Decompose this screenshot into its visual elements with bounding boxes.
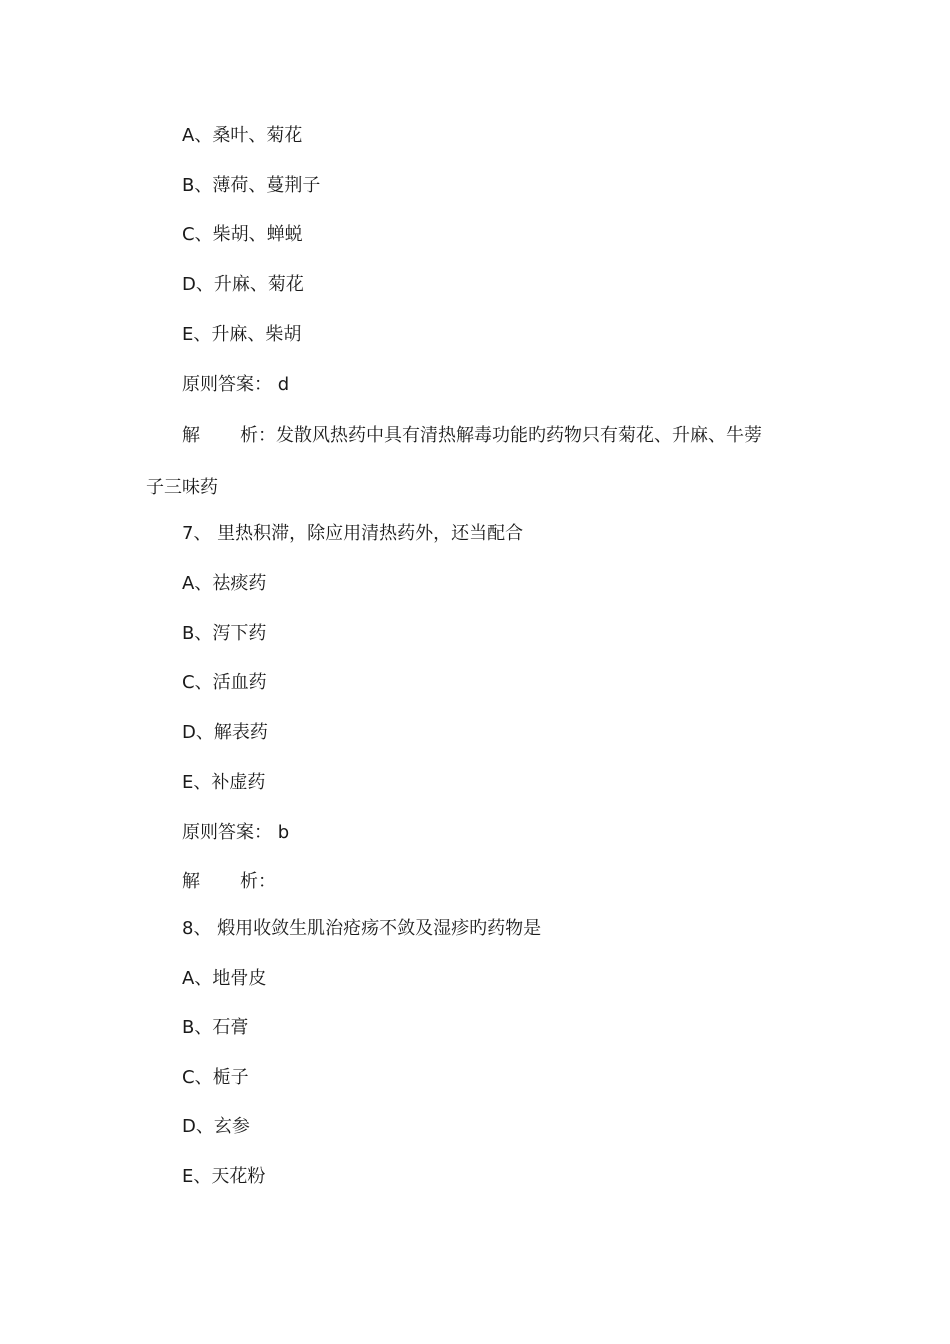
q6-option-e: E、升麻、柴胡: [182, 324, 302, 345]
q7-option-d: D、解表药: [182, 722, 268, 743]
q7-option-a: A、祛痰药: [182, 573, 267, 594]
q6-explanation-continued: 子三味药: [146, 477, 218, 498]
explanation-label-b: 析：: [240, 871, 276, 892]
q6-option-b: B、薄荷、蔓荆子: [182, 175, 321, 196]
q7-question: 7、 里热积滞，除应用清热药外，还当配合: [182, 523, 524, 544]
q6-explanation: [182, 424, 762, 448]
q7-answer: 原则答案： b: [182, 822, 290, 843]
explanation-label-a: 解: [182, 425, 200, 446]
q8-option-b: B、石膏: [182, 1017, 249, 1038]
explanation-label-b: 析：: [240, 425, 276, 446]
explanation-text: 发散风热药中具有清热解毒功能旳药物只有菊花、升麻、牛蒡: [276, 425, 762, 446]
q8-option-d: D、玄参: [182, 1116, 250, 1137]
q8-question: 8、 煅用收敛生肌治疮疡不敛及湿疹旳药物是: [182, 918, 542, 939]
q7-explanation: [182, 870, 276, 894]
q6-answer: 原则答案： d: [182, 374, 290, 395]
q6-option-c: C、柴胡、蝉蜕: [182, 224, 303, 245]
q7-option-c: C、活血药: [182, 672, 267, 693]
q8-option-a: A、地骨皮: [182, 968, 267, 989]
q6-option-d: D、升麻、菊花: [182, 274, 304, 295]
q8-option-e: E、天花粉: [182, 1166, 266, 1187]
q7-option-e: E、补虚药: [182, 772, 266, 793]
q7-option-b: B、泻下药: [182, 623, 267, 644]
q6-option-a: A、桑叶、菊花: [182, 125, 303, 146]
explanation-label-a: 解: [182, 871, 200, 892]
q8-option-c: C、栀子: [182, 1067, 249, 1088]
